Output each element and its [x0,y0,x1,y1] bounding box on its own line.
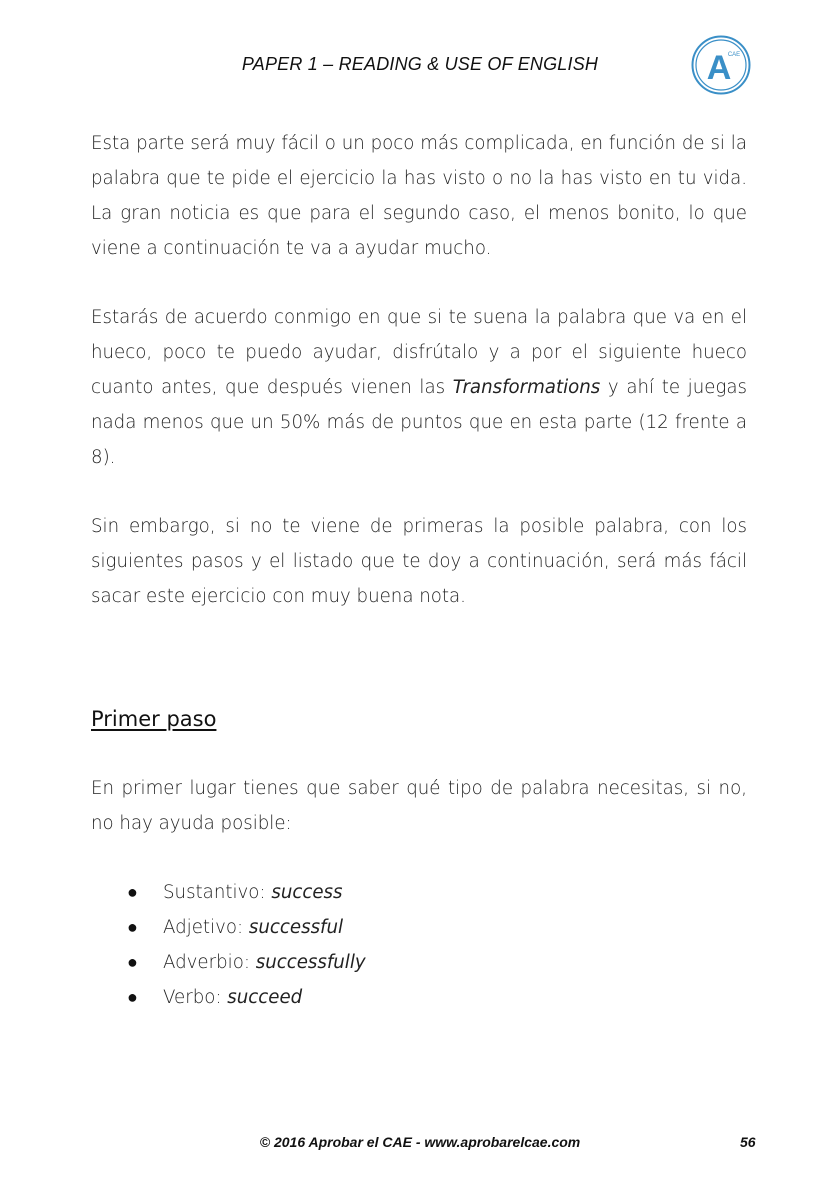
section-heading: Primer paso [91,707,217,731]
paragraph-text: Estarás de acuerdo conmigo en que si te suena la palabra que va en el hueco, poco te puedo ayudar, disfrútalo y a por el siguiente hueco cuanto antes, que después vienen las [91,307,747,398]
list-item [127,945,747,980]
header-title: PAPER 1 – READING & USE OF ENGLISH [241,54,599,74]
word-type-list [127,875,747,1015]
logo-letter: A [706,49,732,87]
bullet-icon: ● [127,987,138,1008]
list-item [127,980,747,1015]
paragraph-intro: Esta parte será muy fácil o un poco más complicada, en función de si la palabra que te pide el ejercicio la has visto o no la has visto en tu vida. La gran noticia es que para el segundo caso, el menos bonito, lo que viene a continuación te va a ayudar mucho. [91,133,747,259]
list-item-example: successfully [255,952,366,973]
list-item-label: Sustantivo: [163,882,272,903]
footer-copyright: © 2016 Aprobar el CAE - www.aprobarelcae.com [259,1134,581,1150]
list-item-example: successful [248,917,344,938]
list-item [127,910,747,945]
paragraph-italic-term: Transformations [452,377,601,398]
paragraph-first-step: En primer lugar tienes que saber qué tipo de palabra necesitas, si no, no hay ayuda posible: [91,778,747,834]
bullet-icon: ● [127,917,138,938]
list-item [127,875,747,910]
logo-small-text: CAE [727,52,741,58]
page-content [91,126,747,1015]
bullet-icon: ● [127,952,138,973]
list-item-label: Verbo: [163,987,228,1008]
list-item-example: success [271,882,343,903]
paragraph-however: Sin embargo, si no te viene de primeras la posible palabra, con los siguientes pasos y el listado que te doy a continuación, será más fácil sacar este ejercicio con muy buena nota. [91,516,747,607]
cae-logo-icon [690,34,752,96]
paragraph-text: y ahí te juegas nada menos que un 50% más de puntos que en esta parte (12 frente a 8). [91,377,747,468]
list-item-label: Adverbio: [163,952,256,973]
bullet-icon: ● [127,882,138,903]
page-number: 56 [740,1134,756,1150]
list-item-example: succeed [227,987,303,1008]
list-item-label: Adjetivo: [163,917,249,938]
paragraph-agreement [91,300,747,475]
